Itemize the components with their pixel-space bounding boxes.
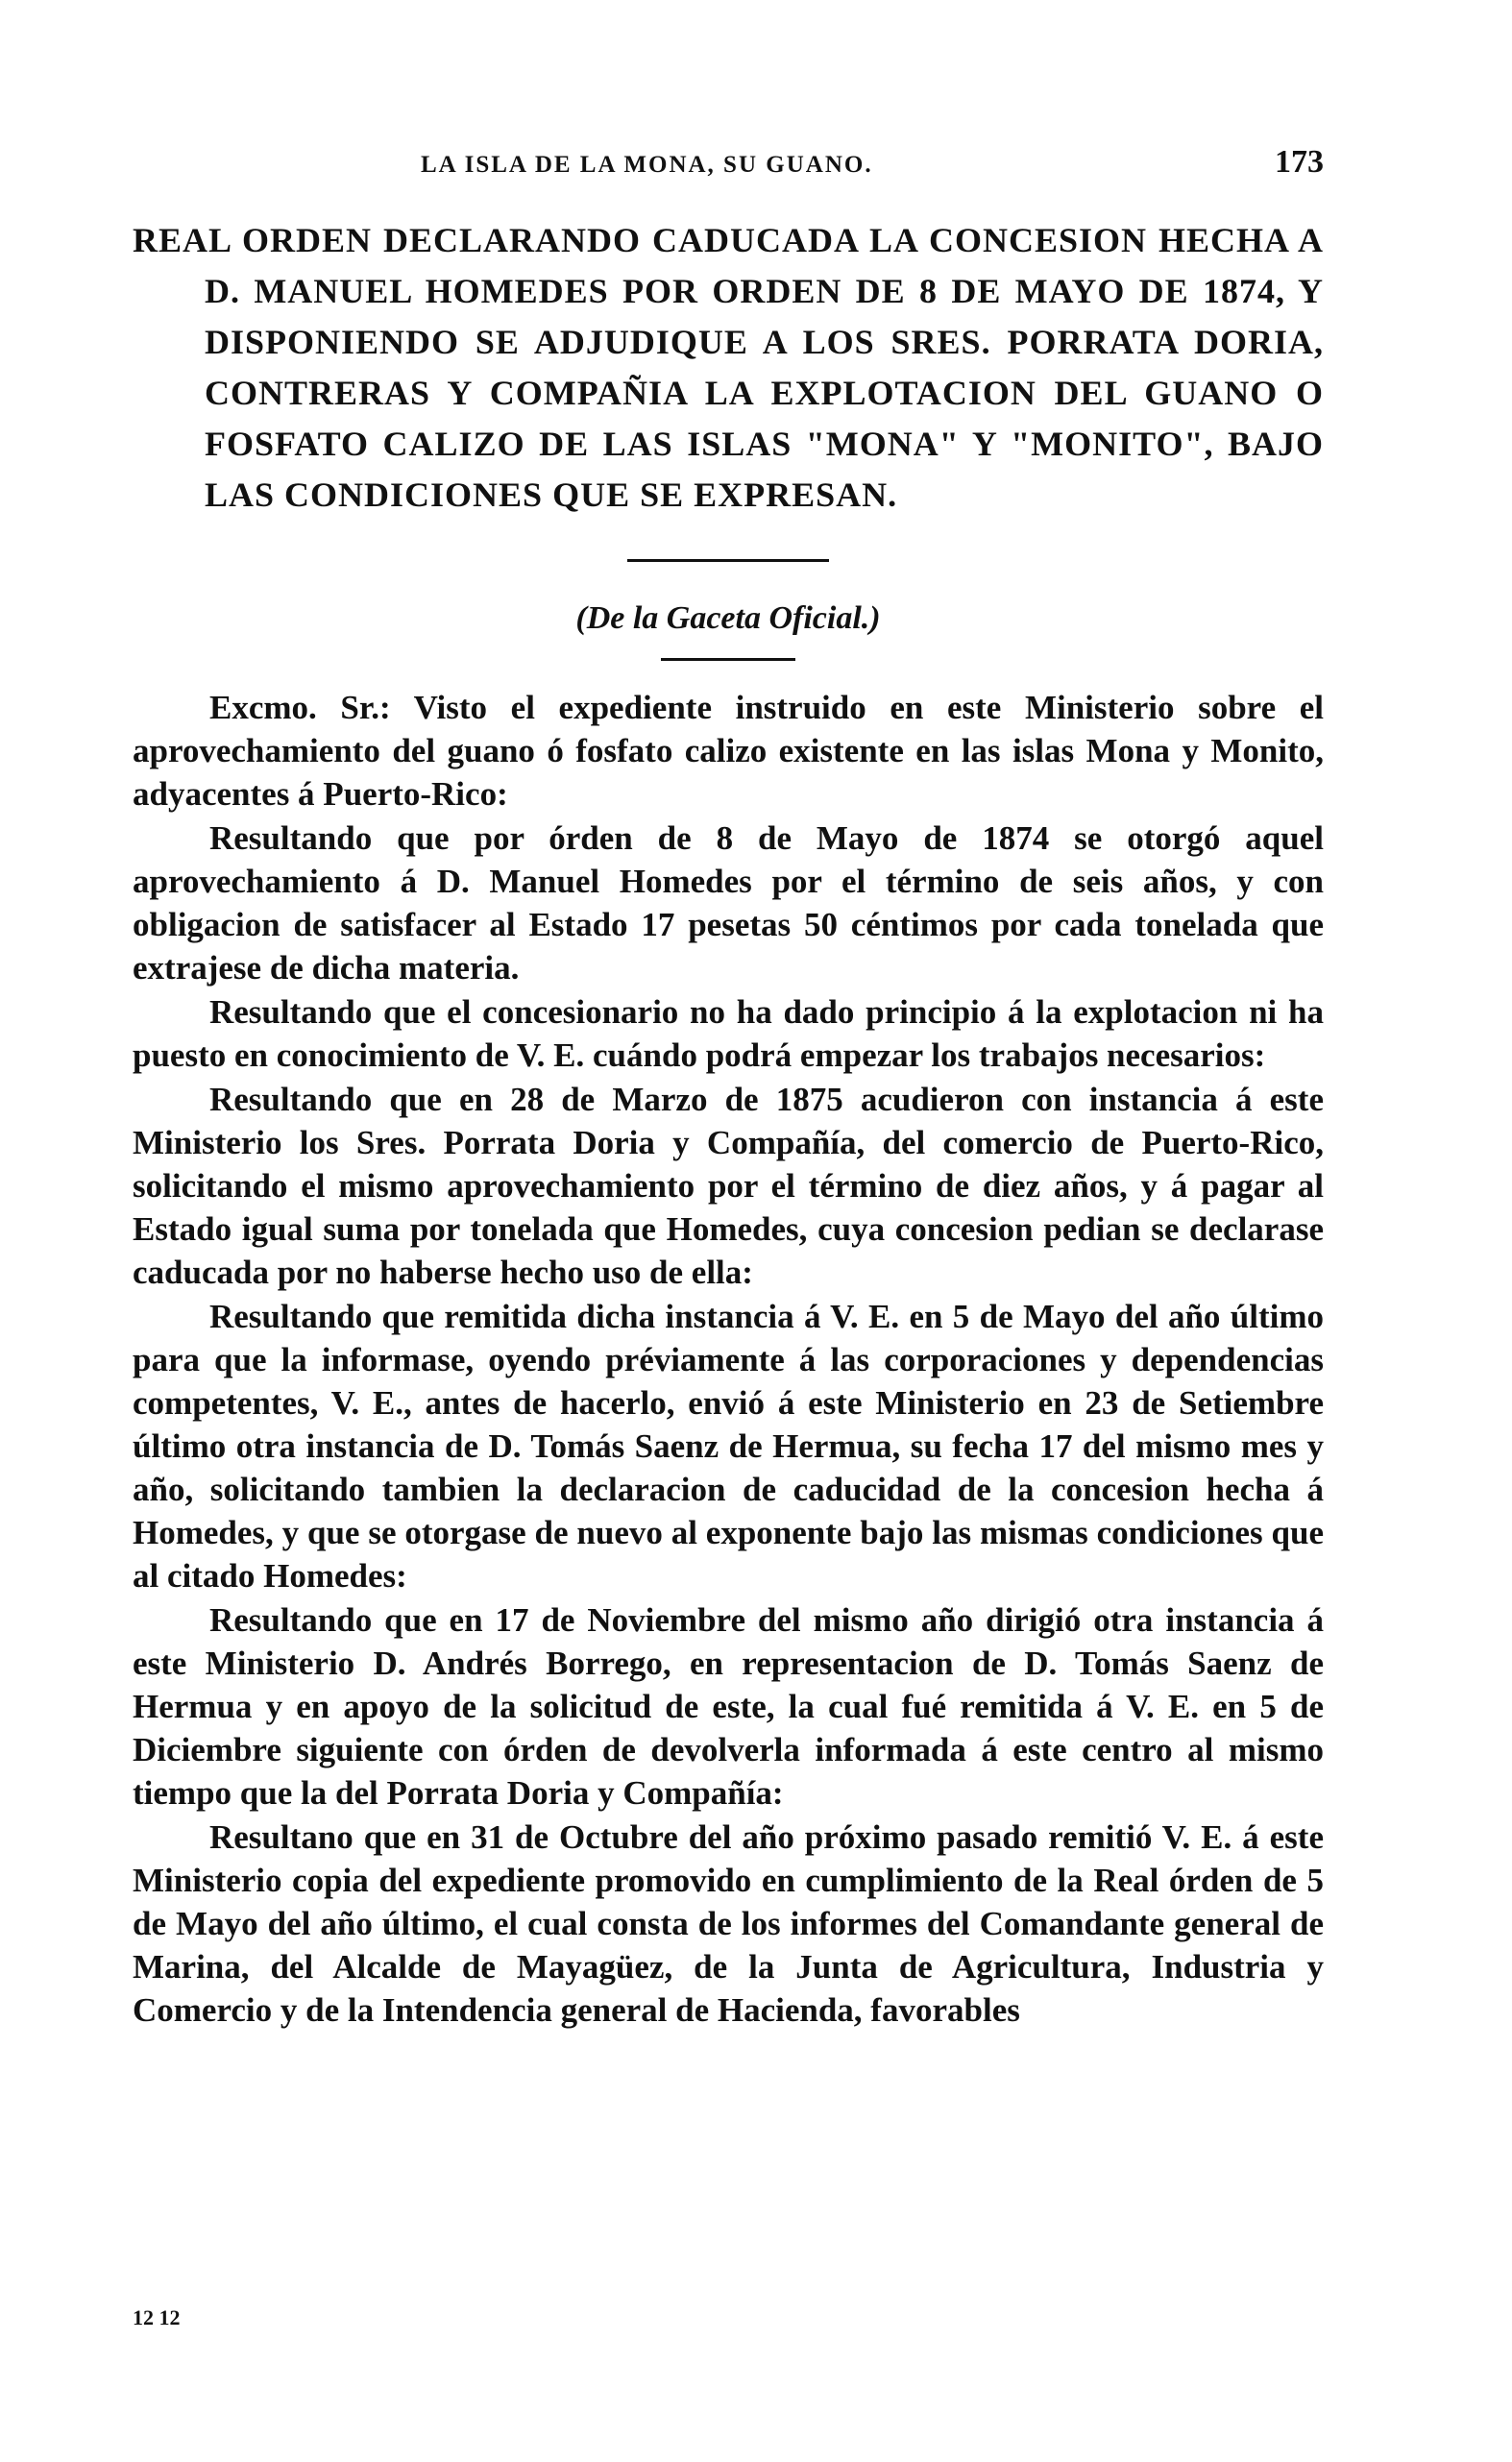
paragraph: Resultando que por órden de 8 de Mayo de 1874 se otorgó aquel aprovechamiento á D. Manuel Homedes por el término de seis años, y con obligacion de satisfacer al Estado 17 pesetas 50 céntimos por cada tonelada que extrajese de dicha materia. [133,819,1324,987]
running-title: LA ISLA DE LA MONA, SU GUANO. [421,152,873,178]
running-header [133,144,1324,192]
paragraph: Resultando que en 17 de Noviembre del mismo año dirigió otra instancia á este Ministerio D. Andrés Borrego, en representacion de D. Tomás Saenz de Hermua y en apoyo de la solicitud de este, la cual fué remitida á V. E. en 5 de Diciembre siguiente con órden de devolverla informada á este centro al mismo tiempo que la del Porrata Doria y Compañía: [133,1601,1324,1812]
document-heading: REAL ORDEN DECLARANDO CADUCADA LA CONCESION HECHA A D. MANUEL HOMEDES POR ORDEN DE 8 DE MAYO DE 1874, Y DISPONIENDO SE ADJUDIQUE A LOS SRES. PORRATA DORIA, CONTRERAS Y COMPAÑIA LA EXPLOTACION DEL GUANO O FOSFATO CALIZO DE LAS ISLAS "MONA" Y "MONITO", BAJO LAS CONDICIONES QUE SE EXPRESAN. [133,221,1324,514]
divider-rule-short [661,658,795,661]
paragraph: Resultando que el concesionario no ha dado principio á la explotacion ni ha puesto en conocimiento de V. E. cuándo podrá empezar los trabajos necesarios: [133,993,1324,1074]
source-citation: (De la Gaceta Oficial.) [575,600,881,636]
signature-mark: 12 12 [133,2305,181,2329]
paragraph: Excmo. Sr.: Visto el expediente instruido en este Ministerio sobre el aprovechamiento del guano ó fosfato calizo existente en las islas Mona y Monito, adyacentes á Puerto-Rico: [133,689,1324,813]
divider-rule [627,559,829,562]
paragraph: Resultando que en 28 de Marzo de 1875 acudieron con instancia á este Ministerio los Sres. Porrata Doria y Compañía, del comercio de Puerto-Rico, solicitando el mismo aprovechamiento por el término de diez años, y á pagar al Estado igual suma por tonelada que Homedes, cuya concesion pedian se declarase caducada por no haberse hecho uso de ella: [133,1081,1324,1291]
page [133,144,1324,2033]
paragraph: Resultando que remitida dicha instancia á V. E. en 5 de Mayo del año último para que la informase, oyendo préviamente á las corporaciones y dependencias competentes, V. E., antes de hacerlo, envió á este Ministerio en 23 de Setiembre último otra instancia de D. Tomás Saenz de Hermua, su fecha 17 del mismo mes y año, solicitando tambien la declaracion de caducidad de la concesion hecha á Homedes, y que se otorgase de nuevo al exponente bajo las mismas condiciones que al citado Homedes: [133,1298,1324,1595]
page-number: 173 [1275,144,1324,180]
paragraph: Resultano que en 31 de Octubre del año próximo pasado remitió V. E. á este Ministerio copia del expediente promovido en cumplimiento de la Real órden de 5 de Mayo del año último, el cual consta de los informes del Comandante general de Marina, del Alcalde de Mayagüez, de la Junta de Agricultura, Industria y Comercio y de la Intendencia general de Hacienda, favorables [133,1818,1324,2029]
body-text [133,686,1324,2032]
